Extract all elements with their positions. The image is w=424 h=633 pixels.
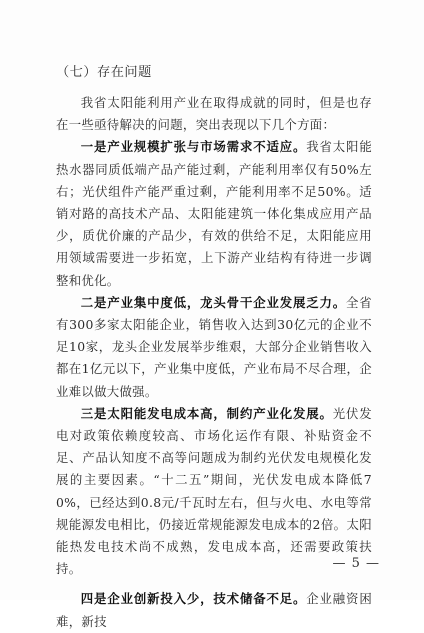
page-number: — 5 — (332, 556, 380, 571)
paragraph-lead: 四是企业创新投入少，技术储备不足。 (80, 591, 307, 607)
paragraph-text: 全省有300多家太阳能企业，销售收入达到30亿元的企业不足10家，龙头企业发展举步维艰，大部分企业销售收入都在1亿元以下，产业集中度低，产业布局不尽合理，企业难以做大做强。 (56, 294, 372, 399)
paragraph-issue-4 (56, 588, 372, 632)
paragraph-issue-1 (56, 136, 372, 291)
paragraph-issue-2 (56, 292, 372, 403)
paragraph-lead: 二是产业集中度低，龙头骨干企业发展乏力。 (80, 294, 347, 310)
paragraph-text: 我省太阳能热水器同质低端产品产能过剩，产能利用率仅有50%左右；光伏组件产能严重过剩，产能利用率不足50%。适销对路的高技术产品、太阳能建筑一体化集成应用产品少，质优价廉的产品少，有效的供给不足，太阳能应用用领域需要进一步拓宽，上下游产业结构有待进一步调整和优化。 (56, 139, 373, 288)
paragraph-lead: 一是产业规模扩张与市场需求不适应。 (80, 139, 307, 155)
paragraph-text: 光伏发电对政策依赖度较高、市场化运作有限、补贴资金不足、产品认知度不高等问题成为制约光伏发电规模化发展的主要因素。“十二五”期间，光伏发电成本降低70%，已经达到0.8元/千瓦时左右，但与火电、水电等常规能源发电相比，仍接近常规能源发电成本的2倍。太阳能热发电技术尚不成熟，发电成本高，还需要政策扶持。 (56, 405, 372, 577)
paragraph-text: 我省太阳能利用产业在取得成就的同时，但是也存在一些亟待解决的问题，突出表现以下几个方面： (56, 95, 372, 133)
paragraph-text: 企业融资困难，新技 (56, 591, 373, 629)
page-content (56, 62, 372, 633)
paragraph-intro (56, 92, 372, 136)
paragraph-issue-3 (56, 403, 372, 581)
paragraph-lead: 三是太阳能发电成本高，制约产业化发展。 (80, 405, 333, 421)
section-heading: （七）存在问题 (56, 65, 152, 80)
